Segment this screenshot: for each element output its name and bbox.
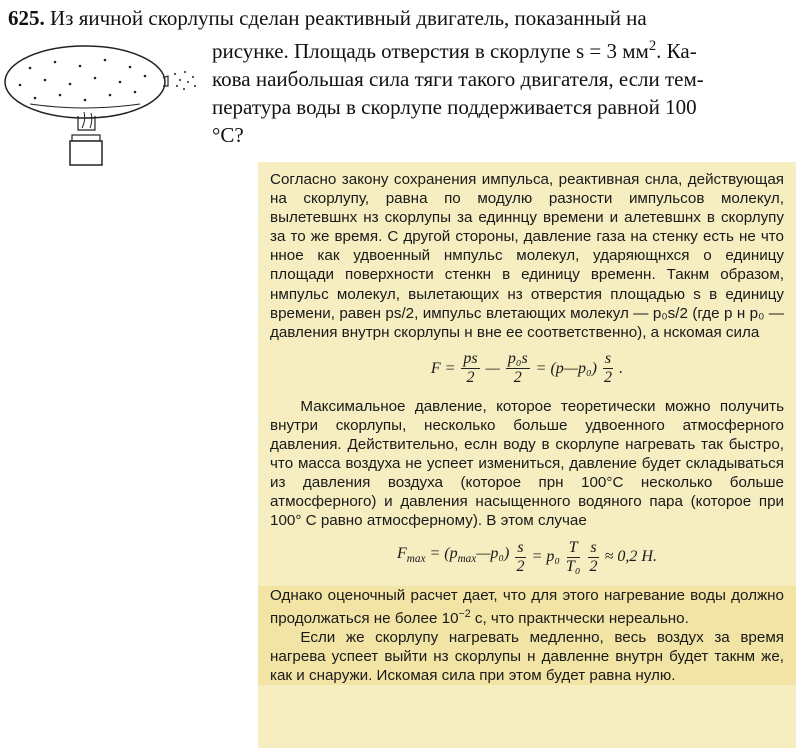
frac-numerator: ps	[463, 349, 478, 367]
frac-numerator: p₀s	[507, 349, 528, 367]
solution-paragraph-4: Если же скорлупу нагревать медленно, весь воздух за время нагрева успеет выйти нз скорлупы н давленне внутрн будет такнм же, как и снаружи. Искомая сила при этом будет равна нулю.	[270, 628, 784, 684]
p3-superscript: −2	[458, 607, 471, 620]
formula-result: ≈ 0,2 Н.	[604, 548, 657, 566]
fraction-s-2-b	[588, 539, 598, 576]
burner-top	[72, 135, 100, 141]
p3-text-end: с, что практнчески нереально.	[470, 609, 689, 627]
frac-denominator: 2	[604, 368, 613, 386]
problem-text-line2: рисунке. Площадь отверстия в скорлупе s = 3 мм	[212, 39, 649, 63]
formula-end: .	[619, 359, 624, 377]
frac-denominator: 2	[516, 557, 525, 575]
problem-line-1	[8, 4, 798, 32]
pmax-subscript: max	[457, 553, 477, 566]
frac-numerator: T	[568, 538, 578, 556]
problem-number: 625.	[8, 6, 45, 30]
problem-text-line2-end: . Ка-	[656, 39, 697, 63]
problem-text-line1: Из яичной скорлупы сделан реактивный двигатель, показанный на	[50, 6, 647, 30]
fmax-tail: —p₀)	[476, 545, 510, 563]
solution-block	[258, 162, 796, 748]
fraction-t-t0	[566, 539, 580, 576]
fmax-eq: = (p	[429, 545, 458, 563]
frac-denominator: 2	[513, 368, 522, 386]
flame	[82, 112, 92, 128]
solution-paragraph-1: Согласно закону сохранения импульса, реактивная снла, действующая на скорлупу, равна по модулю разности импульсов молекул, вылетевшнх нз скорлупы за единнцу времени и алетевшнх в скорлупу за то же время. С другой стороны, давление газа на стенку есть не что нное как удвоенный нмпульс молекул, ударяющнхся о единицу площади поверхности стенкн в единицу временн. Такнм образом, нмпульс молекул, вылетающих нз отверстия площадью s в единицу времени, равен ps/2, импульс влетающих молекул — p₀s/2 (где p н p₀ — давления внутрн скорлупы н вне ее соответственно), а нскомая сила	[270, 171, 784, 341]
formula-fmax-lhs	[397, 544, 425, 569]
formula-fmax	[270, 539, 784, 576]
fraction-s-2	[515, 539, 525, 576]
formula-eq2: = p₀	[531, 548, 560, 566]
problem-text-line5: °С?	[212, 123, 244, 147]
fraction-p0s-2	[506, 350, 530, 387]
egg-engine-figure	[0, 40, 210, 180]
solution-paragraph-2: Максимальное давление, которое теоретически можно получить внутри скорлупы, несколько больше удвоенного атмосферного давления. Действительно, еслн воду в скорлупе нагревать так быстро, что масса воздуха не успеет измениться, давление будет складываться из давления воздуха (которое прн 100°С несколько больше атмосферного) и давления насыщенного водяного пара (которое при 100° С равно атмосферному). В этом случае	[270, 397, 784, 530]
gas-dots	[19, 59, 196, 102]
solution-paragraph-3	[270, 586, 784, 628]
unit-superscript: 2	[648, 38, 657, 54]
formula-mid: = (p—p₀)	[535, 359, 597, 377]
fraction-ps-2	[461, 350, 479, 387]
p3-text: Однако оценочный расчет дает, что для этого нагревание воды должно продолжаться не более 10	[270, 586, 784, 627]
solution-highlight	[258, 586, 796, 686]
formula-fmax-paren	[429, 544, 509, 569]
formula-minus: —	[485, 359, 500, 377]
frac-denominator: 2	[466, 368, 475, 386]
frac-numerator: s	[517, 538, 524, 556]
fmax-symbol: F	[397, 545, 407, 563]
frac-numerator: s	[590, 538, 597, 556]
formula-lhs: F =	[430, 359, 456, 377]
fraction-s-2	[603, 350, 613, 387]
problem-text-line3: кова наибольшая сила тяги такого двигателя, если тем-	[212, 67, 704, 91]
problem-text-line4: пература воды в скорлупе поддерживается равной 100	[212, 95, 697, 119]
frac-denominator: 2	[589, 557, 598, 575]
water-line	[30, 104, 140, 108]
formula-force	[270, 350, 784, 387]
fmax-subscript: max	[406, 553, 426, 566]
frac-numerator: s	[604, 349, 612, 367]
frac-denominator: T₀	[565, 557, 581, 575]
eggshell-outline	[5, 46, 165, 118]
burner	[70, 141, 102, 165]
